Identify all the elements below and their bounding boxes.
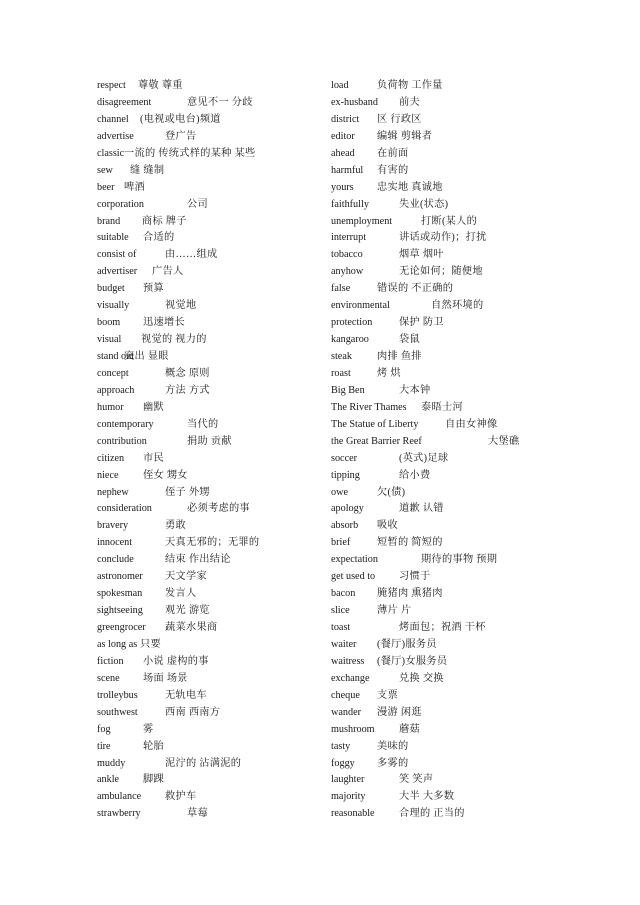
vocab-meaning: 编辑 剪辑者 (377, 130, 433, 142)
vocab-word: spokesman (97, 588, 143, 600)
vocab-meaning: 公司 (187, 198, 208, 210)
vocab-word: protection (331, 317, 373, 329)
vocab-word: false (331, 283, 351, 295)
vocab-meaning: 必须考虑的事 (187, 503, 250, 515)
vocab-meaning: 短暂的 简短的 (377, 537, 443, 549)
vocab-word: get used to (331, 571, 376, 583)
vocab-word: sightseeing (97, 605, 143, 617)
vocab-word: beer (97, 181, 115, 193)
vocab-entry (97, 739, 327, 756)
vocab-entry (331, 434, 546, 451)
vocab-word: contribution (97, 435, 147, 447)
vocab-meaning: 勇敢 (165, 520, 186, 532)
vocab-word: scene (97, 672, 120, 684)
vocab-word: visual (97, 334, 122, 346)
vocab-word: conclude (97, 554, 134, 566)
vocab-word: trolleybus (97, 689, 138, 701)
vocab-entry (331, 637, 546, 654)
vocab-meaning: 天文学家 (165, 571, 207, 583)
vocab-meaning: 雾 (143, 723, 154, 735)
vocab-entry (331, 772, 546, 789)
vocab-entry (331, 501, 546, 518)
vocab-entry (97, 620, 327, 637)
vocab-entry (331, 739, 546, 756)
vocab-meaning: 轮胎 (143, 740, 164, 752)
vocab-entry (331, 264, 546, 281)
vocab-meaning: 泥泞的 沾满泥的 (165, 757, 242, 769)
vocab-word: classic (97, 147, 125, 159)
vocab-entry (97, 298, 327, 315)
vocab-word: concept (97, 367, 129, 379)
vocab-entry (331, 620, 546, 637)
vocab-word: nephew (97, 486, 129, 498)
vocab-word: editor (331, 130, 355, 142)
vocab-meaning: 期待的事物 预期 (421, 554, 498, 566)
vocab-word: innocent (97, 537, 133, 549)
vocab-entry (331, 214, 546, 231)
vocab-entry (331, 806, 546, 823)
vocab-meaning: 讲话或动作)；打扰 (399, 232, 487, 244)
vocab-meaning: 尊敬 尊重 (138, 80, 183, 91)
vocab-entry (97, 671, 327, 688)
vocab-meaning: 小说 虚构的事 (143, 655, 209, 667)
vocab-meaning: 草莓 (187, 808, 208, 820)
vocab-meaning: 有害的 (377, 164, 409, 176)
vocab-entry (97, 95, 327, 112)
vocab-word: steak (331, 351, 352, 362)
vocab-meaning: 当代的 (187, 418, 219, 430)
vocab-word: astronomer (97, 571, 143, 583)
vocab-entry (97, 637, 327, 654)
vocab-word: interrupt (331, 232, 367, 244)
vocab-entry (97, 315, 327, 332)
vocab-meaning: 合理的 正当的 (399, 808, 465, 820)
vocab-entry (331, 163, 546, 180)
vocab-meaning: (英式)足球 (399, 452, 449, 464)
vocab-entry (97, 383, 327, 400)
vocab-word: The Statue of Liberty (331, 418, 419, 430)
vocab-entry (97, 281, 327, 298)
vocab-word: load (331, 80, 349, 91)
vocab-meaning: 意见不一 分歧 (187, 96, 253, 108)
vocab-meaning: (电视或电台)频道 (140, 113, 221, 125)
vocab-meaning: 笑 笑声 (399, 774, 434, 786)
vocab-entry (97, 586, 327, 603)
vocab-word: brand (97, 215, 121, 227)
vocab-word: contemporary (97, 418, 154, 430)
vocab-entry (97, 688, 327, 705)
vocab-word: unemployment (331, 215, 393, 227)
vocab-word: waitress (331, 655, 365, 667)
vocab-meaning: 发言人 (165, 588, 197, 600)
vocab-meaning: 负荷物 工作量 (377, 80, 443, 91)
vocab-word: stand out (97, 351, 135, 362)
vocab-word: tipping (331, 469, 360, 481)
vocab-word: majority (331, 791, 366, 803)
vocab-entry (331, 569, 546, 586)
vocab-word: fog (97, 723, 111, 735)
vocab-entry (331, 281, 546, 298)
vocab-meaning: 一流的 传统式样的某种 某些 (124, 147, 256, 159)
vocab-meaning: 漫游 闲逛 (377, 706, 422, 718)
vocab-word: brief (331, 537, 351, 549)
vocab-meaning: 打断(某人的 (421, 215, 478, 227)
vocab-word: anyhow (331, 266, 364, 278)
vocab-word: sew (97, 164, 113, 176)
vocab-word: tire (97, 740, 111, 752)
vocab-word: fiction (97, 655, 124, 667)
vocab-word: The River Thames (331, 401, 407, 413)
vocab-meaning: 吸收 (377, 520, 398, 532)
vocab-meaning: 腌猪肉 熏猪肉 (377, 588, 443, 600)
vocab-word: respect (97, 80, 126, 91)
vocab-word: Big Ben (331, 384, 365, 396)
vocab-meaning: 捐助 贡献 (187, 435, 232, 447)
vocab-word: suitable (97, 232, 129, 244)
vocab-entry (331, 230, 546, 247)
vocab-entry (331, 95, 546, 112)
vocab-entry (97, 146, 327, 163)
vocab-entry (97, 417, 327, 434)
vocab-word: ex-husband (331, 96, 378, 108)
vocab-entry (97, 468, 327, 485)
vocab-word: waiter (331, 638, 357, 650)
vocab-entry (97, 214, 327, 231)
vocab-entry (97, 332, 327, 349)
vocab-entry (97, 603, 327, 620)
vocab-meaning: 商标 牌子 (142, 215, 187, 227)
vocab-entry (331, 671, 546, 688)
vocab-word: district (331, 113, 360, 125)
vocab-entry (331, 349, 546, 366)
vocab-meaning: 视觉的 视力的 (141, 334, 207, 346)
vocab-entry (331, 688, 546, 705)
vocab-meaning: 结束 作出结论 (165, 554, 231, 566)
vocab-meaning: 迅速增长 (143, 317, 185, 329)
vocab-entry (97, 163, 327, 180)
vocab-meaning: (餐厅)服务员 (377, 638, 437, 650)
vocab-meaning: 烤面包；祝酒 干杯 (399, 622, 486, 633)
vocab-entry (97, 535, 327, 552)
vocab-meaning: 缝 缝制 (130, 164, 165, 176)
vocab-word: tasty (331, 740, 351, 752)
vocab-meaning: 肉排 鱼排 (377, 351, 422, 362)
vocab-word: advertise (97, 130, 134, 142)
vocab-meaning: 无论如何；随便地 (399, 266, 483, 278)
vocab-word: foggy (331, 757, 355, 769)
vocab-entry (331, 197, 546, 214)
vocab-word: budget (97, 283, 125, 295)
vocab-meaning: 道歉 认错 (399, 503, 444, 515)
vocab-word: consideration (97, 503, 152, 515)
vocab-entry (97, 485, 327, 502)
vocab-meaning: 突出 显眼 (124, 351, 169, 362)
vocab-meaning: 侄女 甥女 (143, 469, 188, 481)
vocab-meaning: 只要 (140, 638, 161, 650)
vocab-meaning: 烟草 烟叶 (399, 249, 444, 261)
vocab-meaning: 方法 方式 (165, 384, 210, 396)
vocab-entry (331, 366, 546, 383)
vocab-word: tobacco (331, 249, 363, 261)
vocab-entry (331, 722, 546, 739)
vocab-entry (97, 501, 327, 518)
vocab-entry (331, 451, 546, 468)
vocab-meaning: 错误的 不正确的 (377, 283, 454, 295)
vocab-entry (331, 518, 546, 535)
vocab-word: absorb (331, 520, 359, 532)
vocab-entry (97, 400, 327, 417)
vocab-entry (97, 129, 327, 146)
vocab-word: strawberry (97, 808, 141, 820)
vocab-meaning: 幽默 (143, 401, 164, 413)
vocab-word: mushroom (331, 723, 375, 735)
vocab-meaning: 保护 防卫 (399, 317, 444, 329)
vocab-word: muddy (97, 757, 126, 769)
vocab-meaning: 合适的 (143, 232, 175, 244)
vocab-meaning: 兑换 交换 (399, 672, 444, 684)
vocab-meaning: 视觉地 (165, 300, 197, 312)
vocab-meaning: 失业(状态) (399, 198, 449, 210)
vocab-word: ahead (331, 147, 355, 159)
vocab-meaning: 蔬菜水果商 (165, 622, 218, 633)
vocab-entry (97, 197, 327, 214)
vocab-word: as long as (97, 638, 138, 650)
vocab-meaning: 西南 西南方 (165, 706, 221, 718)
vocab-meaning: 习惯于 (399, 571, 431, 583)
vocab-meaning: 给小费 (399, 469, 431, 481)
vocab-word: exchange (331, 672, 370, 684)
vocab-entry (97, 366, 327, 383)
vocab-entry (97, 518, 327, 535)
vocab-entry (97, 78, 327, 95)
vocab-word: bravery (97, 520, 129, 532)
vocab-word: apology (331, 503, 364, 515)
vocab-meaning: 前夫 (399, 96, 420, 108)
vocab-entry (331, 112, 546, 129)
vocab-meaning: 欠(债) (377, 486, 406, 498)
vocab-word: expectation (331, 554, 378, 566)
vocab-word: corporation (97, 198, 144, 210)
vocab-word: laughter (331, 774, 365, 786)
vocab-meaning: 大半 大多数 (399, 791, 455, 803)
vocab-word: faithfully (331, 198, 369, 210)
vocab-entry (331, 705, 546, 722)
vocab-entry (97, 654, 327, 671)
vocab-meaning: 预算 (143, 283, 164, 295)
vocab-word: slice (331, 605, 350, 617)
vocab-meaning: 烤 烘 (377, 367, 401, 379)
vocab-meaning: 救护车 (165, 791, 197, 803)
vocab-word: bacon (331, 588, 356, 600)
vocab-meaning: (餐厅)女服务员 (377, 655, 448, 667)
vocab-entry (331, 400, 546, 417)
vocab-entry (97, 772, 327, 789)
vocab-meaning: 忠实地 真诚地 (377, 181, 443, 193)
vocab-word: greengrocer (97, 622, 146, 633)
vocab-word: yours (331, 181, 354, 193)
vocab-word: approach (97, 384, 135, 396)
vocab-entry (97, 180, 327, 197)
vocab-meaning: 概念 原则 (165, 367, 210, 379)
vocab-word: ankle (97, 774, 120, 786)
vocab-word: environmental (331, 300, 390, 312)
right-vocab-column (331, 78, 546, 823)
vocab-word: roast (331, 367, 351, 379)
vocab-entry (331, 603, 546, 620)
vocab-word: advertiser (97, 266, 138, 278)
vocab-meaning: 泰晤士河 (421, 401, 463, 413)
vocab-word: channel (97, 113, 129, 125)
vocab-entry (331, 654, 546, 671)
vocab-entry (331, 383, 546, 400)
vocab-word: soccer (331, 452, 358, 464)
vocab-entry (97, 722, 327, 739)
vocab-meaning: 由……组成 (165, 249, 218, 261)
vocab-meaning: 蘑菇 (399, 723, 420, 735)
vocab-entry (97, 247, 327, 264)
vocab-word: southwest (97, 706, 138, 718)
vocab-entry (331, 298, 546, 315)
vocab-meaning: 天真无邪的；无罪的 (165, 537, 260, 549)
vocab-word: ambulance (97, 791, 142, 803)
vocab-word: owe (331, 486, 348, 498)
vocab-word: citizen (97, 452, 125, 464)
vocab-entry (97, 756, 327, 773)
vocab-entry (97, 552, 327, 569)
vocab-entry (331, 789, 546, 806)
vocab-meaning: 脚踝 (143, 774, 164, 786)
vocab-entry (97, 789, 327, 806)
vocab-meaning: 袋鼠 (399, 334, 420, 346)
vocab-meaning: 侄子 外甥 (165, 486, 210, 498)
vocab-word: visually (97, 300, 130, 312)
vocab-entry (331, 146, 546, 163)
vocab-meaning: 自由女神像 (445, 418, 498, 430)
vocab-word: niece (97, 469, 119, 481)
vocab-word: humor (97, 401, 124, 413)
vocab-entry (331, 417, 546, 434)
vocab-meaning: 场面 场景 (143, 672, 188, 684)
vocab-meaning: 美味的 (377, 740, 409, 752)
vocab-entry (97, 230, 327, 247)
vocab-entry (97, 451, 327, 468)
vocab-word: cheque (331, 689, 360, 701)
vocab-word: boom (97, 317, 121, 329)
vocab-entry (331, 332, 546, 349)
vocab-entry (97, 569, 327, 586)
vocab-meaning: 支票 (377, 689, 398, 701)
vocab-entry (97, 112, 327, 129)
vocab-entry (331, 586, 546, 603)
vocab-entry (331, 552, 546, 569)
vocab-word: wander (331, 706, 361, 718)
vocab-meaning: 在前面 (377, 147, 409, 159)
vocab-entry (97, 806, 327, 823)
vocab-word: reasonable (331, 808, 375, 820)
vocab-meaning: 啤酒 (124, 181, 145, 193)
vocab-entry (97, 264, 327, 281)
vocab-word: toast (331, 622, 351, 633)
vocab-entry (331, 485, 546, 502)
vocab-meaning: 无轨电车 (165, 689, 207, 701)
vocab-meaning: 观光 游览 (165, 605, 210, 617)
vocab-word: kangaroo (331, 334, 369, 346)
vocab-entry (97, 705, 327, 722)
vocab-meaning: 自然环境的 (431, 300, 484, 312)
vocab-meaning: 多雾的 (377, 757, 409, 769)
vocab-meaning: 大堡礁 (488, 435, 520, 447)
vocab-entry (331, 315, 546, 332)
vocab-meaning: 大本钟 (399, 384, 431, 396)
vocab-meaning: 区 行政区 (377, 113, 422, 125)
vocab-meaning: 登广告 (165, 130, 197, 142)
vocab-word: consist of (97, 249, 137, 261)
vocab-word: the Great Barrier Reef (331, 435, 422, 447)
vocab-word: harmful (331, 164, 364, 176)
vocab-entry (97, 349, 327, 366)
vocab-meaning: 广告人 (152, 266, 184, 278)
vocab-word: disagreement (97, 96, 152, 108)
vocab-entry (331, 78, 546, 95)
vocab-entry (97, 434, 327, 451)
vocab-meaning: 市民 (143, 452, 164, 464)
vocab-entry (331, 756, 546, 773)
vocab-entry (331, 129, 546, 146)
vocab-entry (331, 247, 546, 264)
left-vocab-column (97, 78, 327, 823)
vocab-entry (331, 468, 546, 485)
vocab-meaning: 薄片 片 (377, 605, 412, 617)
vocab-entry (331, 535, 546, 552)
vocab-entry (331, 180, 546, 197)
